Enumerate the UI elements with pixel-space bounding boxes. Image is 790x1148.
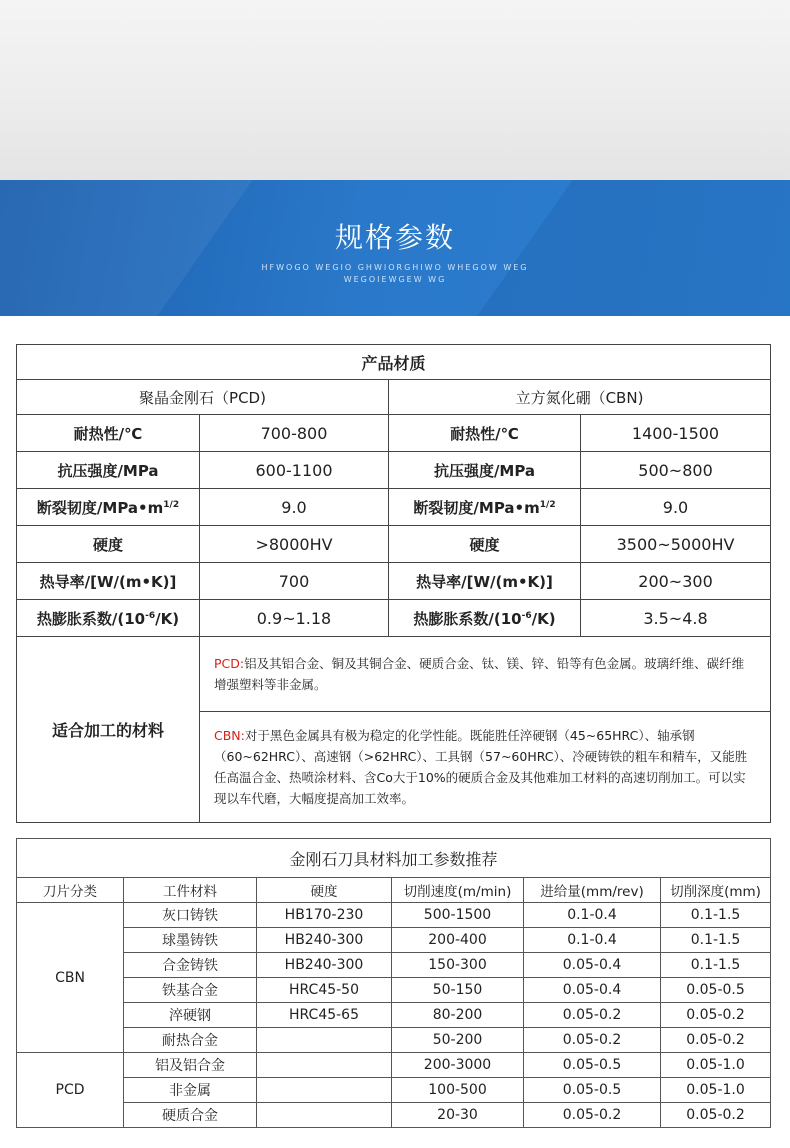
property-value: 3.5~4.8	[581, 600, 771, 637]
column-header: 工件材料	[124, 878, 257, 903]
table-cell: 0.05-0.4	[524, 978, 661, 1003]
table-cell: 500-1500	[392, 903, 524, 928]
label-sup: -6	[145, 610, 156, 621]
group-label: CBN	[17, 903, 124, 1053]
table-cell: 铁基合金	[124, 978, 257, 1003]
property-label: 热导率/[W/(m•K)]	[389, 563, 581, 600]
table-cell	[257, 1053, 392, 1078]
table-cell: 80-200	[392, 1003, 524, 1028]
column-header: 刀片分类	[17, 878, 124, 903]
table-cell: 0.05-0.4	[524, 953, 661, 978]
table-cell: HB240-300	[257, 953, 392, 978]
table-row	[17, 953, 771, 978]
label-sup: -6	[521, 610, 532, 621]
label-sup: 1/2	[539, 499, 556, 510]
table-row	[17, 1053, 771, 1078]
table-row	[17, 452, 771, 489]
table-cell: 0.1-0.4	[524, 903, 661, 928]
table-cell: 0.05-0.5	[524, 1053, 661, 1078]
table-cell: 0.05-0.5	[661, 978, 771, 1003]
cbn-materials	[200, 712, 771, 823]
property-label: 耐热性/℃	[17, 415, 200, 452]
pcd-materials-text: 铝及其铝合金、铜及其铜合金、硬质合金、钛、镁、锌、铅等有色金属。玻璃纤维、碳纤维增强塑料等非金属。	[214, 656, 745, 692]
banner-title: 规格参数	[334, 221, 455, 254]
table-cell: 100-500	[392, 1078, 524, 1103]
banner-subtitle-line: HFWOGO WEGIO GHWIORGHIWO WHEGOW WEG	[261, 263, 529, 272]
table-row	[17, 600, 771, 637]
table-row	[17, 1003, 771, 1028]
table-row	[17, 1078, 771, 1103]
property-label: 抗压强度/MPa	[389, 452, 581, 489]
property-label: 硬度	[17, 526, 200, 563]
table-cell: 淬硬钢	[124, 1003, 257, 1028]
table-cell: 200-3000	[392, 1053, 524, 1078]
pcd-materials	[200, 637, 771, 712]
property-value: 600-1100	[200, 452, 389, 489]
property-value: 1400-1500	[581, 415, 771, 452]
cbn-column-header: 立方氮化硼（CBN)	[389, 380, 771, 415]
column-header: 进给量(mm/rev)	[524, 878, 661, 903]
table-cell	[257, 1103, 392, 1128]
table-cell: 铝及铝合金	[124, 1053, 257, 1078]
top-photo-area	[0, 0, 790, 180]
table-row	[17, 903, 771, 928]
cbn-prefix: CBN:	[214, 728, 245, 743]
table-cell: 球墨铸铁	[124, 928, 257, 953]
label-text: 热膨胀系数/(10	[413, 609, 522, 628]
property-value: 500~800	[581, 452, 771, 489]
property-label: 抗压强度/MPa	[17, 452, 200, 489]
property-label: 热导率/[W/(m•K)]	[17, 563, 200, 600]
material-table	[16, 344, 771, 823]
label-text: 断裂韧度/MPa•m	[36, 498, 164, 517]
label-sup: 1/2	[163, 499, 180, 510]
property-value: 0.9~1.18	[200, 600, 389, 637]
table-cell: 0.1-0.4	[524, 928, 661, 953]
pcd-column-header: 聚晶金刚石（PCD)	[17, 380, 389, 415]
table-cell: 0.05-0.2	[661, 1028, 771, 1053]
table-cell: 0.05-0.2	[661, 1003, 771, 1028]
banner-subtitle-line: WEGOIEWGEW WG	[343, 275, 447, 284]
property-value: 700-800	[200, 415, 389, 452]
cbn-materials-text: 对于黑色金属具有极为稳定的化学性能。既能胜任淬硬钢（45~65HRC）、轴承钢（60~62HRC）、高速钢（>62HRC）、工具钢（57~60HRC）、冷硬铸铁的粗车和精车，又能胜任高温合金、热喷涂材料、含Co大于10%的硬质合金及其他难加工材料的高速切削加工。可以实现以车代磨，大幅度提高加工效率。	[214, 728, 748, 806]
table-cell: 耐热合金	[124, 1028, 257, 1053]
property-label	[17, 489, 200, 526]
label-text: 断裂韧度/MPa•m	[413, 498, 540, 517]
table-row	[17, 1028, 771, 1053]
property-value: 9.0	[581, 489, 771, 526]
table-cell: 0.05-0.2	[524, 1003, 661, 1028]
table-cell: 0.05-1.0	[661, 1053, 771, 1078]
table-row	[17, 978, 771, 1003]
table-cell: HB170-230	[257, 903, 392, 928]
property-label	[389, 489, 581, 526]
table-cell: HB240-300	[257, 928, 392, 953]
params-table	[16, 838, 771, 1128]
table-cell	[257, 1028, 392, 1053]
table-cell: HRC45-50	[257, 978, 392, 1003]
table-cell: 非金属	[124, 1078, 257, 1103]
table-cell: 0.05-1.0	[661, 1078, 771, 1103]
table-cell: 0.05-0.5	[524, 1078, 661, 1103]
spec-banner	[0, 180, 790, 316]
params-table-title: 金刚石刀具材料加工参数推荐	[17, 839, 771, 878]
label-text: /K)	[531, 609, 556, 628]
table-cell: 0.1-1.5	[661, 953, 771, 978]
table-cell: 合金铸铁	[124, 953, 257, 978]
column-header: 切削深度(mm)	[661, 878, 771, 903]
table-row	[17, 928, 771, 953]
group-label: PCD	[17, 1053, 124, 1128]
property-value: 3500~5000HV	[581, 526, 771, 563]
property-label	[389, 600, 581, 637]
property-value: 9.0	[200, 489, 389, 526]
banner-subtitle	[0, 262, 790, 286]
table-cell: 50-200	[392, 1028, 524, 1053]
label-text: /K)	[155, 609, 180, 628]
table-row	[17, 1103, 771, 1128]
params-header-row	[17, 878, 771, 903]
property-value: 700	[200, 563, 389, 600]
property-value: 200~300	[581, 563, 771, 600]
label-text: 热膨胀系数/(10	[36, 609, 146, 628]
table-row	[17, 563, 771, 600]
table-cell: 0.1-1.5	[661, 928, 771, 953]
table-cell: 50-150	[392, 978, 524, 1003]
table-row	[17, 526, 771, 563]
table-cell: HRC45-65	[257, 1003, 392, 1028]
table-cell: 200-400	[392, 928, 524, 953]
table-cell	[257, 1078, 392, 1103]
suitable-materials-label: 适合加工的材料	[17, 637, 200, 823]
property-label: 硬度	[389, 526, 581, 563]
table-cell: 0.05-0.2	[524, 1103, 661, 1128]
column-header: 硬度	[257, 878, 392, 903]
material-table-title: 产品材质	[17, 345, 771, 380]
table-cell: 0.05-0.2	[524, 1028, 661, 1053]
table-row	[17, 415, 771, 452]
table-cell: 硬质合金	[124, 1103, 257, 1128]
table-cell: 0.1-1.5	[661, 903, 771, 928]
column-header: 切削速度(m/min)	[392, 878, 524, 903]
table-row	[17, 489, 771, 526]
property-label: 耐热性/℃	[389, 415, 581, 452]
table-cell: 灰口铸铁	[124, 903, 257, 928]
table-cell: 150-300	[392, 953, 524, 978]
property-label	[17, 600, 200, 637]
pcd-prefix: PCD:	[214, 656, 245, 671]
table-cell: 20-30	[392, 1103, 524, 1128]
table-cell: 0.05-0.2	[661, 1103, 771, 1128]
property-value: >8000HV	[200, 526, 389, 563]
